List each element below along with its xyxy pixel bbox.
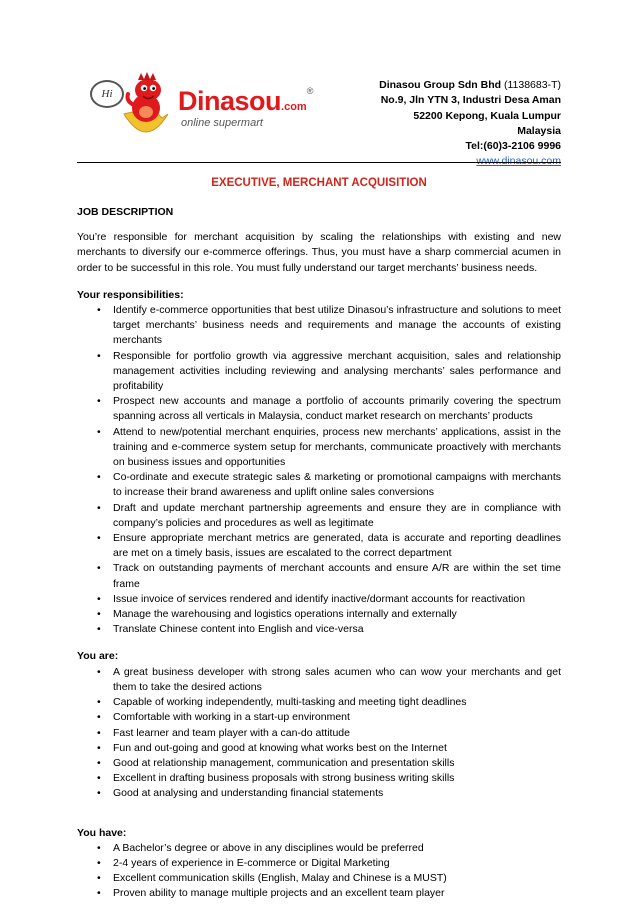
list-item: • Fun and out-going and good at knowing what works best on the Internet [113, 741, 561, 756]
list-item: • Co-ordinate and execute strategic sales & marketing or promotional campaigns with merchants to increase their brand awareness and uplift online sales conversions [113, 470, 561, 500]
company-address-block [379, 78, 561, 170]
list-item: • A great business developer with strong sales acumen who can wow your merchants and get them to take the desired actions [113, 665, 561, 695]
list-item: • Track on outstanding payments of merchant accounts and ensure A/R are within the set time frame [113, 561, 561, 591]
job-description-text: You’re responsible for merchant acquisition by scaling the relationships with existing and new merchants to diversify our e-commerce offerings. Thus, you must have a sharp commercial acumen in order to be successful in this role. You must fully understand our target merchants’ business needs. [77, 231, 561, 274]
list-item: • Issue invoice of services rendered and identify inactive/dormant accounts for reactivation [113, 592, 561, 607]
website-link[interactable]: www.dinasou.com [476, 155, 561, 168]
list-item: • Ensure appropriate merchant metrics are generated, data is accurate and reporting deadlines are met on a timely basis, issues are escalated to the correct department [113, 531, 561, 561]
list-item: • Translate Chinese content into English and vice-versa [113, 622, 561, 637]
job-description-heading: JOB DESCRIPTION [77, 206, 174, 218]
you-are-list [77, 665, 561, 802]
address-line-1: No.9, Jln YTN 3, Industri Desa Aman [380, 94, 561, 107]
list-item: • Fast learner and team player with a can-do attitude [113, 726, 561, 741]
list-item: • Prospect new accounts and manage a portfolio of accounts primarily covering the spectrum spanning across all verticals in Malaysia, conduct market research on merchants’ products [113, 394, 561, 424]
list-item: • A Bachelor’s degree or above in any disciplines would be preferred [113, 841, 561, 856]
list-item: • Attend to new/potential merchant enquiries, process new merchants’ applications, assist in the training and e-commerce system setup for merchants, communicate proactively with merchants on business issues and opportunities [113, 425, 561, 471]
header-divider [77, 162, 561, 163]
company-name-line: Dinasou Group Sdn Bhd (1138683-T) [379, 79, 561, 91]
dinosaur-mascot-icon [116, 70, 176, 142]
list-item: • Good at analysing and understanding financial statements [113, 786, 561, 801]
list-item: • Good at relationship management, communication and presentation skills [113, 756, 561, 771]
list-item: • Capable of working independently, multi-tasking and meeting tight deadlines [113, 695, 561, 710]
list-item: • Proven ability to manage multiple projects and an excellent team player [113, 886, 561, 901]
dinasou-logo [86, 66, 313, 146]
job-content [77, 205, 561, 902]
you-have-heading: You have: [77, 826, 127, 839]
list-item: • Comfortable with working in a start-up environment [113, 710, 561, 725]
hi-speech-bubble: Hi [90, 80, 124, 108]
responsibilities-list [77, 303, 561, 637]
list-item: • Responsible for portfolio growth via aggressive merchant acquisition, sales and relationship management activities including reviewing and analysing merchants’ sales performance and profitability [113, 349, 561, 395]
brand-tagline: online supermart [181, 117, 263, 129]
list-item: • Identify e-commerce opportunities that best utilize Dinasou’s infrastructure and solutions to meet target merchants’ business needs and requirements and manage the accounts of existing merchants [113, 303, 561, 349]
telephone: Tel:(60)3-2106 9996 [465, 140, 561, 153]
list-item: • Excellent in drafting business proposals with strong business writing skills [113, 771, 561, 786]
you-have-list [77, 841, 561, 902]
brand-wordmark: Dinasou.com® [178, 86, 313, 116]
list-item: • Excellent communication skills (English, Malay and Chinese is a MUST) [113, 871, 561, 886]
you-are-heading: You are: [77, 650, 119, 663]
address-country: Malaysia [517, 124, 561, 137]
address-line-2: 52200 Kepong, Kuala Lumpur [413, 109, 561, 122]
list-item: • Draft and update merchant partnership agreements and ensure they are in compliance with company’s policies and procedures as well as legitimate [113, 501, 561, 531]
job-title: EXECUTIVE, MERCHANT ACQUISITION [211, 177, 427, 189]
list-item: • 2-4 years of experience in E-commerce or Digital Marketing [113, 856, 561, 871]
responsibilities-heading: Your responsibilities: [77, 288, 184, 301]
list-item: • Manage the warehousing and logistics operations internally and externally [113, 607, 561, 622]
